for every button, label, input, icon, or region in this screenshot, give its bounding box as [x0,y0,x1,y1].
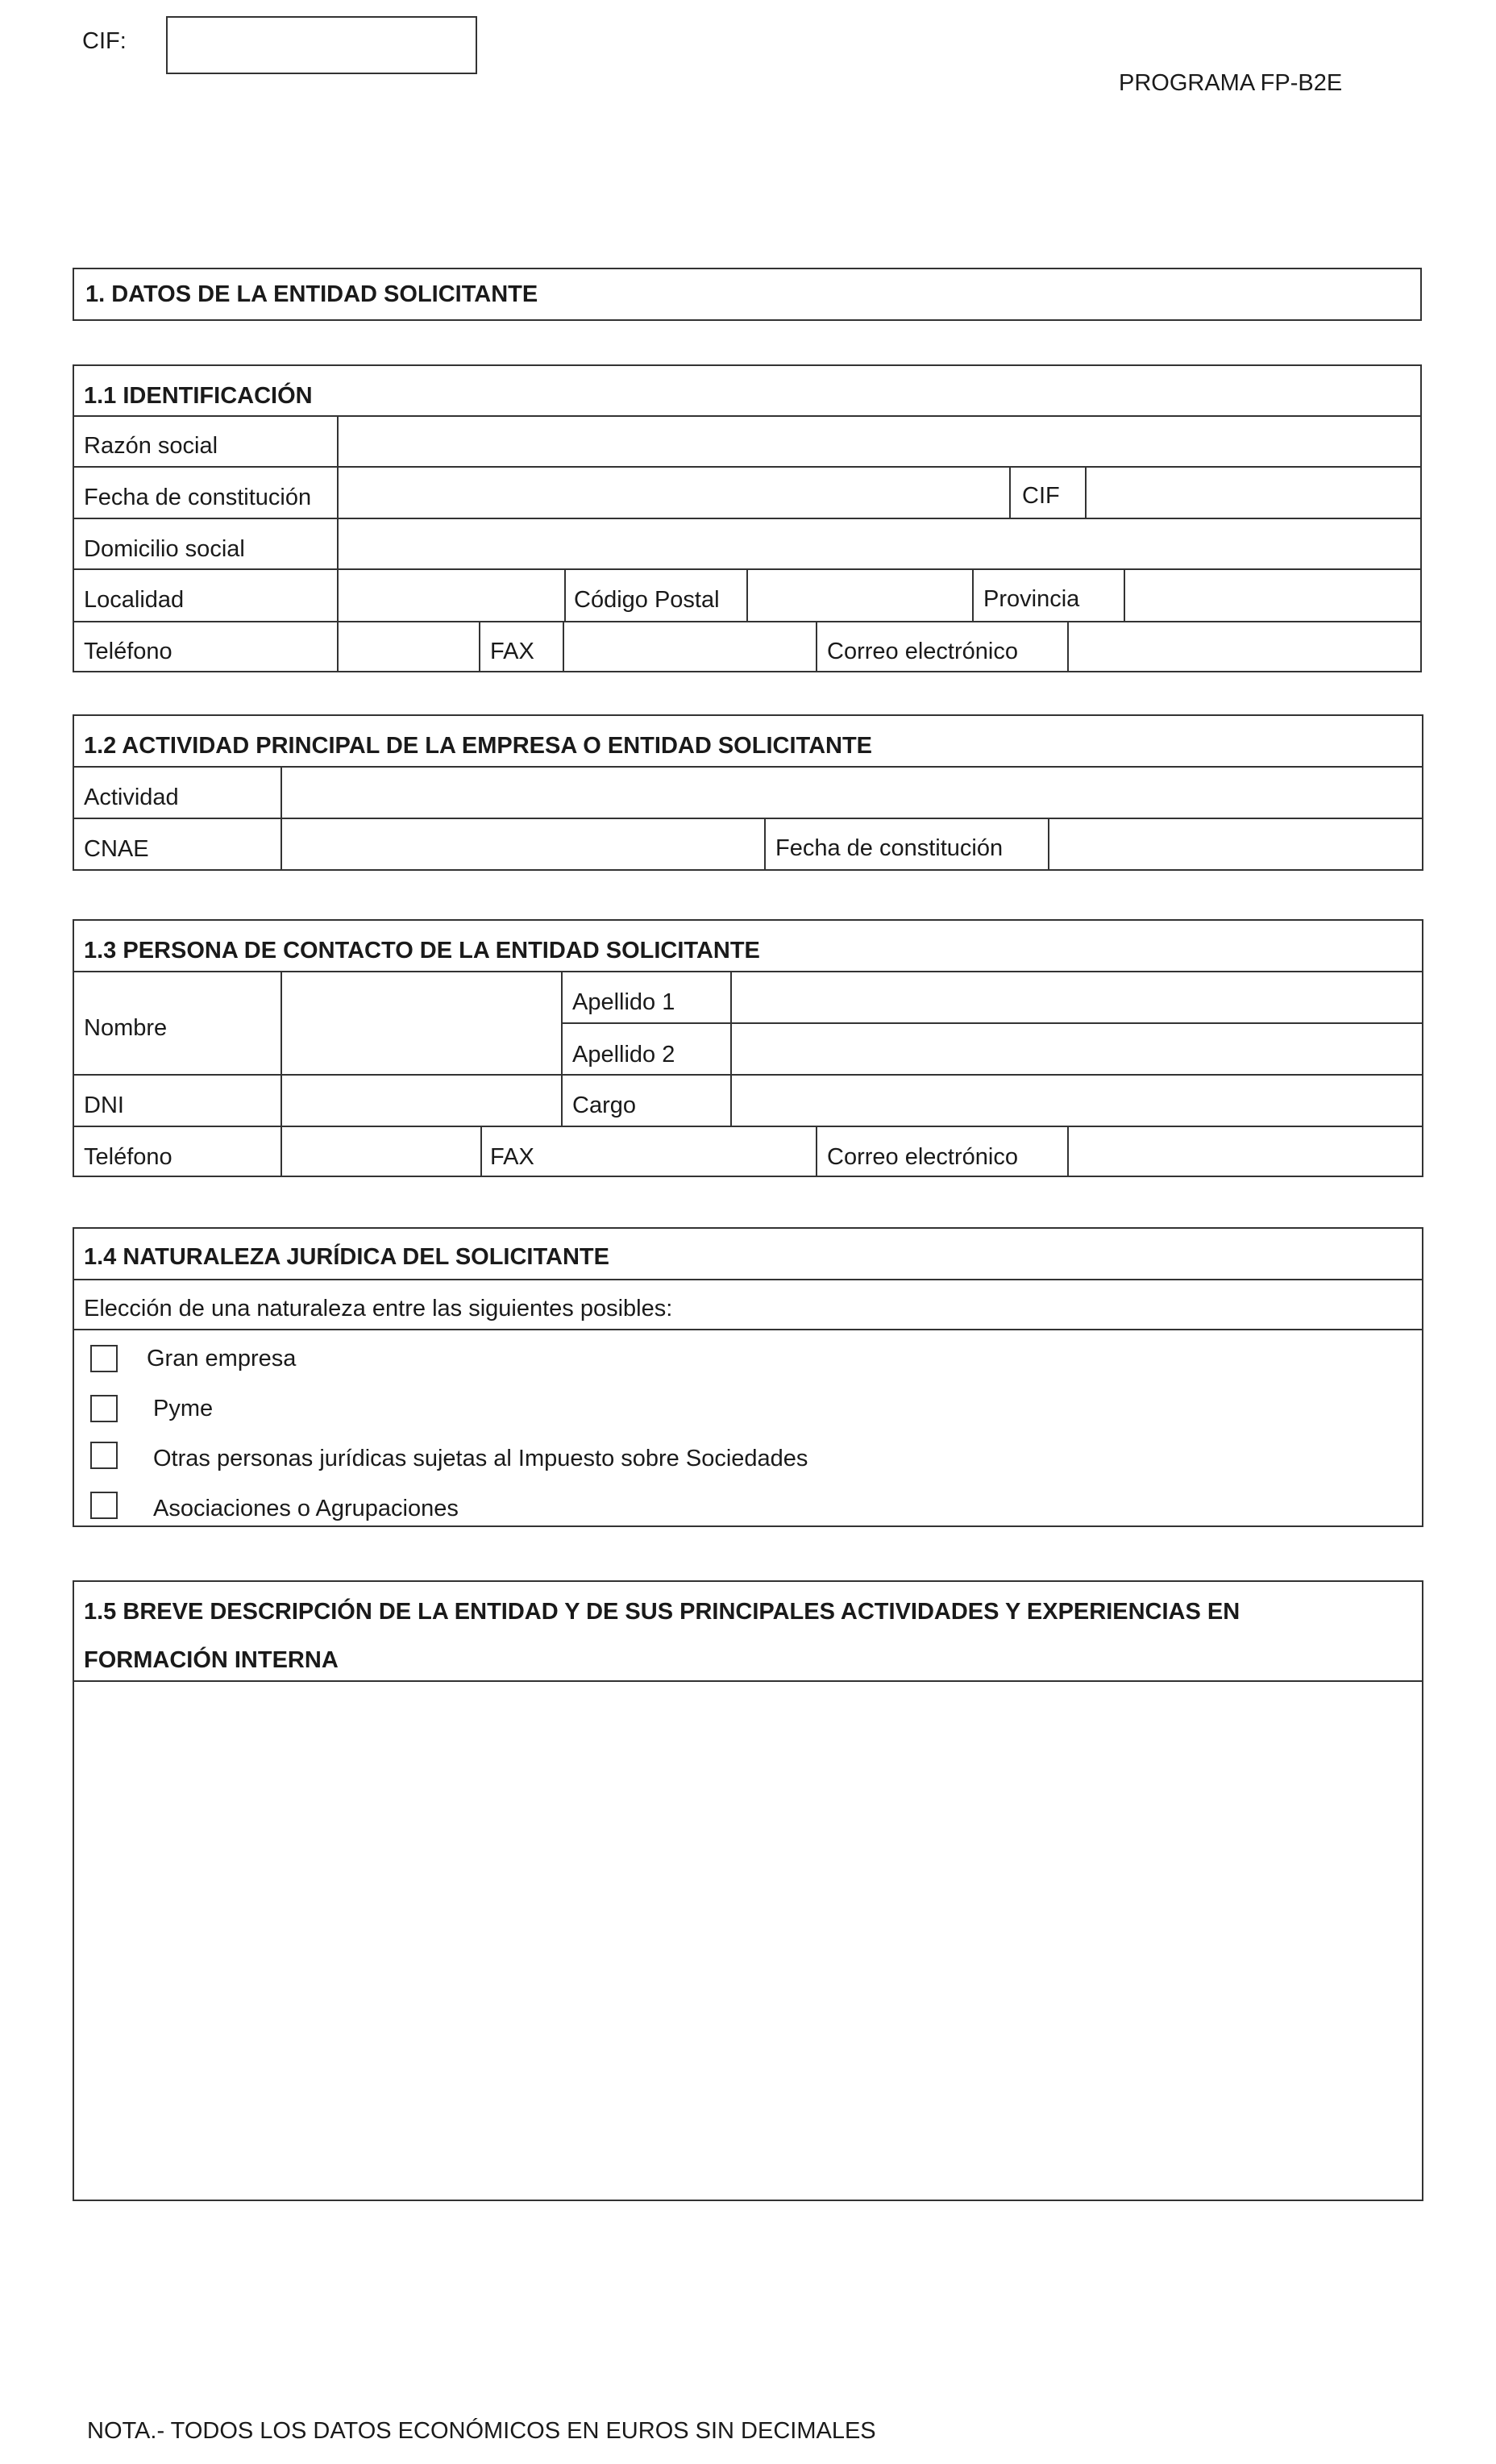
s11-title: 1.1 IDENTIFICACIÓN [84,383,313,409]
s13-telefono-label: Teléfono [84,1144,172,1170]
actividad-field[interactable] [282,768,1422,818]
section1-title-box [73,268,1422,321]
codigo-postal-label: Código Postal [574,587,720,613]
dni-field[interactable] [282,1076,559,1126]
s13-fax-field[interactable] [563,1127,814,1176]
s13-correo-field[interactable] [1069,1127,1422,1176]
asociaciones-label: Asociaciones o Agrupaciones [153,1496,459,1521]
provincia-label: Provincia [983,586,1080,612]
razon-social-label: Razón social [84,433,218,459]
section1-title: 1. DATOS DE LA ENTIDAD SOLICITANTE [85,281,538,307]
nombre-label: Nombre [84,1015,168,1041]
razon-social-field[interactable] [339,417,1420,466]
asociaciones-checkbox[interactable] [90,1492,118,1519]
apellido1-field[interactable] [732,972,1422,1022]
provincia-field[interactable] [1125,570,1420,621]
program-code: PROGRAMA FP-B2E [1119,70,1343,96]
s12-title: 1.2 ACTIVIDAD PRINCIPAL DE LA EMPRESA O ENTIDAD SOLICITANTE [84,733,873,759]
cnae-field[interactable] [282,819,763,869]
footer-note: NOTA.- TODOS LOS DATOS ECONÓMICOS EN EUROS SIN DECIMALES [87,2418,876,2444]
apellido2-field[interactable] [732,1024,1422,1074]
domicilio-social-field[interactable] [339,519,1420,568]
cif-header-field[interactable] [166,16,477,74]
s13-correo-label: Correo electrónico [827,1144,1018,1170]
actividad-label: Actividad [84,785,179,810]
otras-personas-label: Otras personas jurídicas sujetas al Impuesto sobre Sociedades [153,1446,808,1471]
fax-field[interactable] [564,622,814,671]
cif-field[interactable] [1087,468,1420,518]
apellido1-label: Apellido 1 [572,989,675,1015]
s13-fax-label: FAX [490,1144,534,1170]
s14-instruction: Elección de una naturaleza entre las siguientes posibles: [84,1296,673,1321]
cif-label-inner: CIF [1022,483,1060,509]
codigo-postal-field[interactable] [748,570,970,621]
s13-title: 1.3 PERSONA DE CONTACTO DE LA ENTIDAD SOLICITANTE [84,938,760,964]
cif-label: CIF: [82,28,127,54]
s13-telefono-field[interactable] [282,1127,479,1176]
domicilio-social-label: Domicilio social [84,536,245,562]
s12-fecha-constitucion-label: Fecha de constitución [775,835,1004,861]
gran-empresa-checkbox[interactable] [90,1345,118,1372]
telefono-field[interactable] [339,622,477,671]
localidad-field[interactable] [339,570,563,621]
fecha-constitucion-label: Fecha de constitución [84,485,312,510]
cargo-field[interactable] [732,1076,1422,1126]
correo-field[interactable] [1069,622,1420,671]
s15-title-line1: 1.5 BREVE DESCRIPCIÓN DE LA ENTIDAD Y DE SUS PRINCIPALES ACTIVIDADES Y EXPERIENCIAS EN [84,1599,1240,1625]
cnae-label: CNAE [84,836,149,862]
nombre-field[interactable] [282,972,559,1074]
apellido2-label: Apellido 2 [572,1042,675,1068]
s14-frame [73,1227,1423,1527]
telefono-label: Teléfono [84,639,172,664]
s12-fecha-constitucion-field[interactable] [1049,819,1422,869]
otras-personas-checkbox[interactable] [90,1442,118,1469]
gran-empresa-label: Gran empresa [147,1346,297,1371]
fecha-constitucion-field[interactable] [339,468,1008,518]
dni-label: DNI [84,1093,124,1118]
s15-title-line2: FORMACIÓN INTERNA [84,1647,339,1673]
localidad-label: Localidad [84,587,185,613]
cargo-label: Cargo [572,1093,636,1118]
correo-label: Correo electrónico [827,639,1018,664]
s14-title: 1.4 NATURALEZA JURÍDICA DEL SOLICITANTE [84,1244,609,1270]
descripcion-textarea[interactable] [74,1682,1422,2200]
pyme-label: Pyme [153,1396,214,1421]
fax-label: FAX [490,639,534,664]
pyme-checkbox[interactable] [90,1395,118,1422]
